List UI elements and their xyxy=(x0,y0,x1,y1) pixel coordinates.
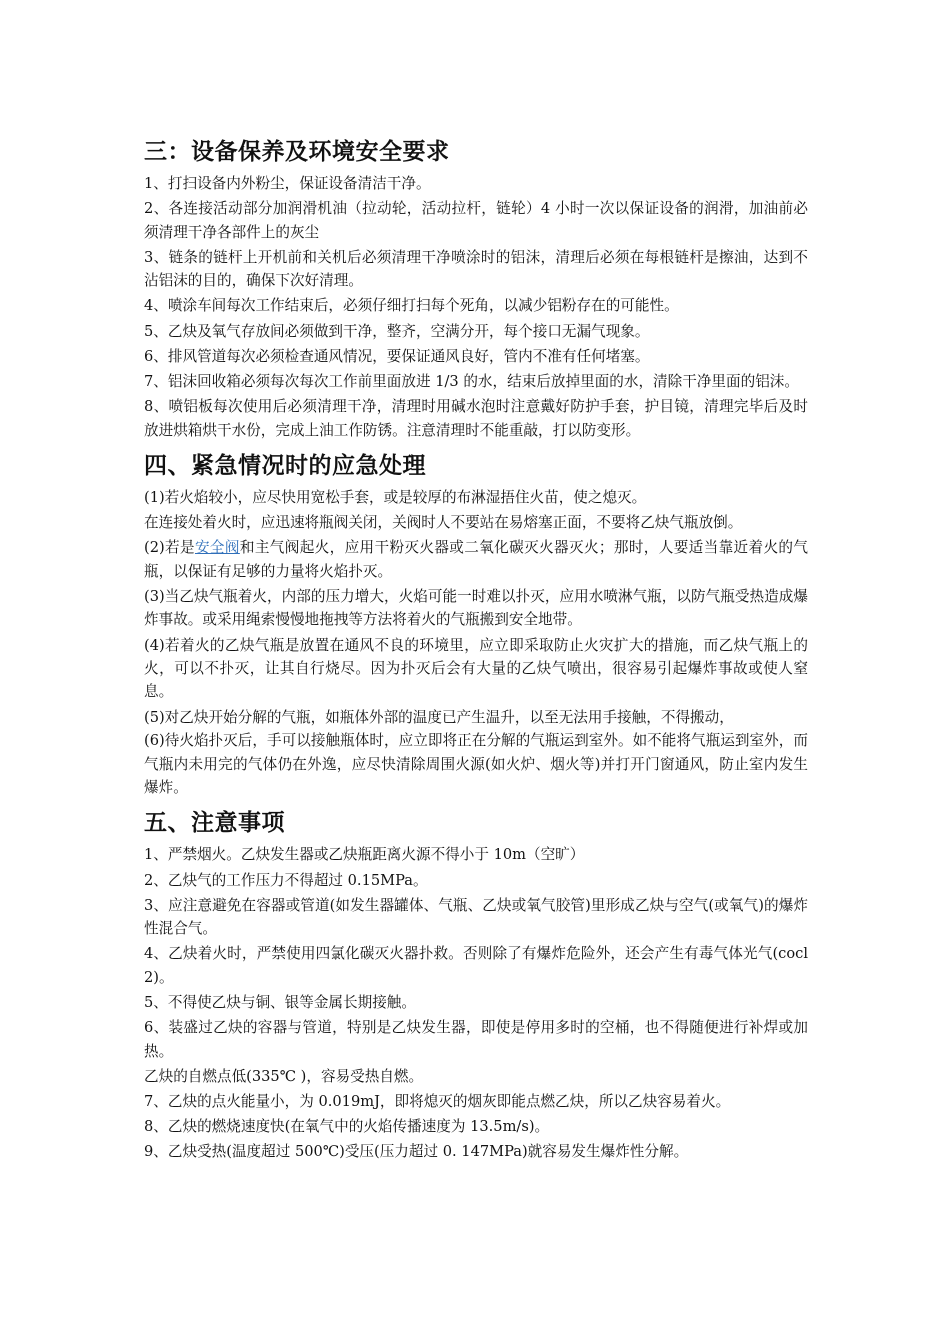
paragraph: 3、应注意避免在容器或管道(如发生器罐体、气瓶、乙炔或氧气胶管)里形成乙炔与空气(或氧气)的爆炸性混合气。 xyxy=(144,896,808,938)
section-title-precautions: 五、注意事项 xyxy=(144,809,285,837)
paragraph: 8、乙炔的燃烧速度快(在氧气中的火焰传播速度为 13.5m/s)。 xyxy=(144,1118,550,1136)
paragraph: 2、各连接活动部分加润滑机油（拉动轮，活动拉杆，链轮）4 小时一次以保证设备的润滑，加油前必须清理干净各部件上的灰尘 xyxy=(144,200,808,241)
paragraph: 7、乙炔的点火能量小，为 0.019mJ，即将熄灭的烟灰即能点燃乙炔，所以乙炔容易着火。 xyxy=(144,1092,731,1110)
section-title-maintenance: 三：设备保养及环境安全要求 xyxy=(144,138,450,165)
paragraph: (6)待火焰扑灭后，手可以接触瓶体时，应立即将正在分解的气瓶运到室外。如不能将气瓶运到室外，而气瓶内未用完的气体仍在外逸，应尽快清除周围火源(如火炉、烟火等)并打开门窗通风，防止室内发生爆炸。 xyxy=(144,732,808,796)
paragraph: 7、铝沫回收箱必须每次每次工作前里面放进 1/3 的水，结束后放掉里面的水，清除干净里面的铝沫。 xyxy=(144,373,799,391)
paragraph: 6、排风管道每次必须检查通风情况，要保证通风良好，管内不准有任何堵塞。 xyxy=(144,347,650,365)
paragraph: 6、装盛过乙炔的容器与管道，特别是乙炔发生器，即使是停用多时的空桶，也不得随便进行补焊或加热。 xyxy=(144,1019,808,1060)
section-body-maintenance xyxy=(144,172,808,442)
safety-valve-link[interactable]: 安全阀 xyxy=(194,539,240,557)
paragraph: 8、喷铝板每次使用后必须清理干净，清理时用碱水泡时注意戴好防护手套，护目镜，清理完毕后及时放进烘箱烘干水份，完成上油工作防锈。注意清理时不能重敲，打以防变形。 xyxy=(144,398,808,439)
paragraph: 4、喷涂车间每次工作结束后，必须仔细打扫每个死角，以减少铝粉存在的可能性。 xyxy=(144,297,679,315)
paragraph: (3)当乙炔气瓶着火，内部的压力增大，火焰可能一时难以扑灭，应用水喷淋气瓶，以防气瓶受热造成爆炸事故。或采用绳索慢慢地拖拽等方法将着火的气瓶搬到安全地带。 xyxy=(144,588,808,629)
paragraph: 5、不得使乙炔与铜、银等金属长期接触。 xyxy=(144,993,416,1011)
paragraph: 乙炔的自燃点低(335℃ )，容易受热自燃。 xyxy=(144,1067,424,1085)
paragraph xyxy=(144,536,808,583)
paragraph: 2、乙炔气的工作压力不得超过 0.15MPa。 xyxy=(144,871,428,889)
paragraph: 9、乙炔受热(温度超过 500℃)受压(压力超过 0. 147MPa)就容易发生爆炸性分解。 xyxy=(144,1143,689,1161)
paragraph-prefix: (2)若是 xyxy=(144,539,195,557)
paragraph: 4、乙炔着火时，严禁使用四氯化碳灭火器扑救。否则除了有爆炸危险外，还会产生有毒气体光气(cocl 2)。 xyxy=(144,945,808,986)
paragraph: (5)对乙炔开始分解的气瓶，如瓶体外部的温度已产生温升，以至无法用手接触，不得搬动， xyxy=(144,708,734,726)
section-title-emergency: 四、紧急情况时的应急处理 xyxy=(144,452,426,480)
paragraph: 在连接处着火时，应迅速将瓶阀关闭，关阀时人不要站在易熔塞正面，不要将乙炔气瓶放倒。 xyxy=(144,514,743,532)
paragraph: 1、严禁烟火。乙炔发生器或乙炔瓶距离火源不得小于 10m（空旷） xyxy=(144,846,585,864)
section-body-emergency xyxy=(144,486,808,799)
section-body-precautions xyxy=(144,843,808,1163)
paragraph: (1)若火焰较小，应尽快用宽松手套，或是较厚的布淋湿捂住火苗，使之熄灭。 xyxy=(144,489,647,507)
paragraph-suffix: 和主气阀起火，应用干粉灭火器或二氧化碳灭火器灭火；那时，人要适当靠近着火的气瓶，以保证有足够的力量将火焰扑灭。 xyxy=(144,539,808,580)
paragraph: (4)若着火的乙炔气瓶是放置在通风不良的环境里，应立即采取防止火灾扩大的措施，而乙炔气瓶上的火，可以不扑灭，让其自行烧尽。因为扑灭后会有大量的乙炔气喷出，很容易引起爆炸事故或使人窒息。 xyxy=(144,636,808,701)
paragraph: 1、打扫设备内外粉尘，保证设备清洁干净。 xyxy=(144,175,431,192)
paragraph: 3、链条的链杆上开机前和关机后必须清理干净喷涂时的铝沫，清理后必须在每根链杆是擦油，达到不沾铝沫的目的，确保下次好清理。 xyxy=(144,248,808,290)
paragraph: 5、乙炔及氧气存放间必须做到干净，整齐，空满分开，每个接口无漏气现象。 xyxy=(144,322,650,340)
